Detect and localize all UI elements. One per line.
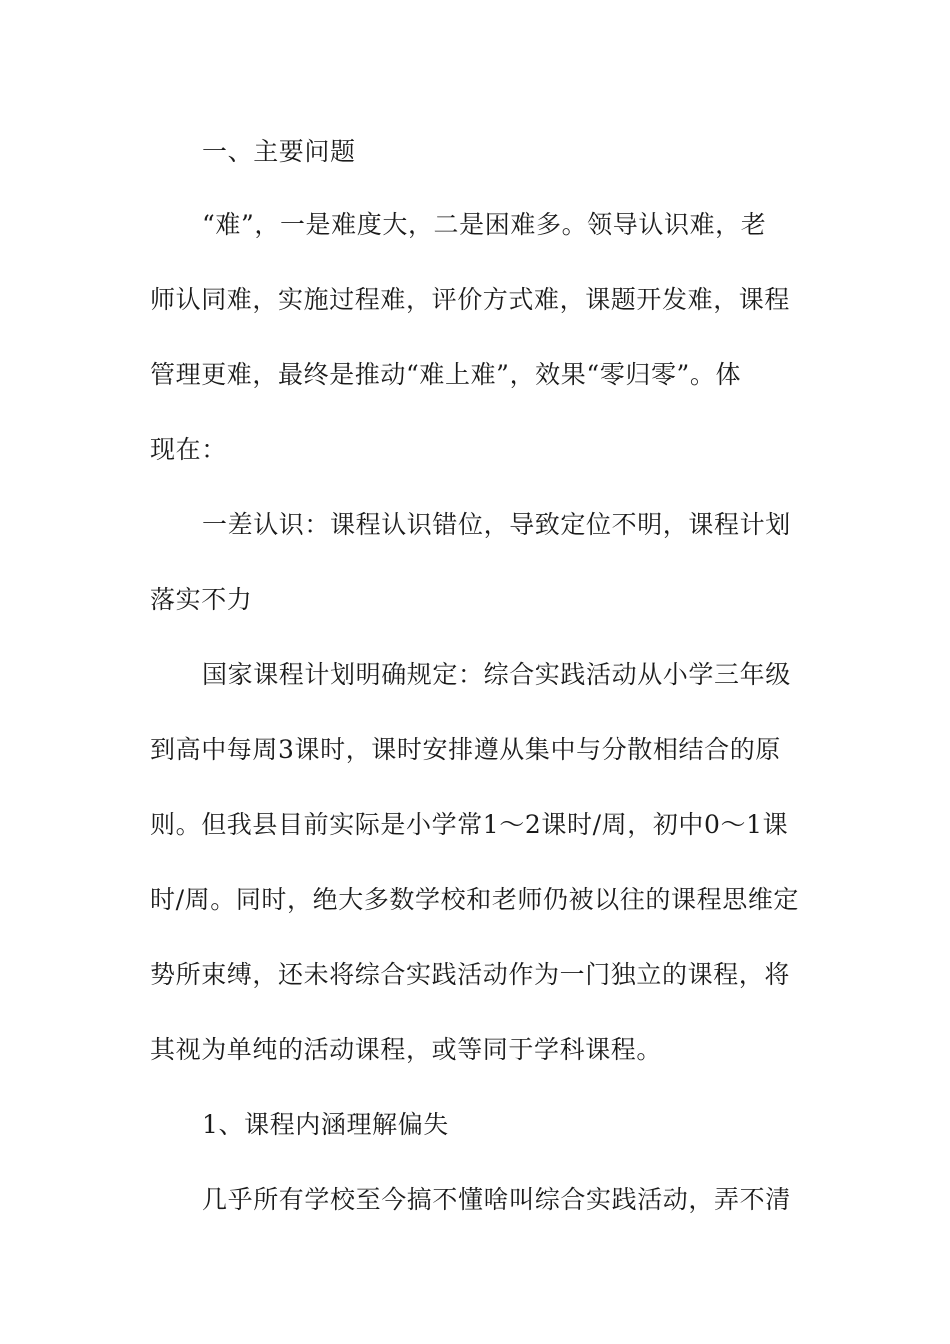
paragraph-line: 其视为单纯的活动课程，或等同于学科课程。 (150, 1035, 663, 1064)
paragraph-line: 管理更难，最终是推动“难上难”，效果“零归零”。体 (150, 360, 742, 389)
paragraph-line: 国家课程计划明确规定：综合实践活动从小学三年级 (202, 660, 791, 689)
numbered-heading: 1、课程内涵理解偏失 (202, 1110, 449, 1139)
paragraph-line: 则。但我县目前实际是小学常1～2课时/周，初中0～1课 (150, 810, 789, 839)
section-heading: 一、主要问题 (202, 137, 356, 166)
paragraph-line: 势所束缚，还未将综合实践活动作为一门独立的课程，将 (150, 960, 791, 989)
subheading-line: 一差认识：课程认识错位，导致定位不明，课程计划 (202, 510, 791, 539)
paragraph-line: 现在： (150, 435, 227, 464)
paragraph-line: 几乎所有学校至今搞不懂啥叫综合实践活动，弄不清 (202, 1185, 791, 1214)
paragraph-line: 师认同难，实施过程难，评价方式难，课题开发难，课程 (150, 285, 791, 314)
paragraph-line: 到高中每周3课时，课时安排遵从集中与分散相结合的原 (150, 735, 781, 764)
subheading-line: 落实不力 (150, 585, 253, 614)
paragraph-line: “难”，一是难度大，二是困难多。领导认识难，老 (202, 210, 767, 239)
paragraph-line: 时/周。同时，绝大多数学校和老师仍被以往的课程思维定 (150, 885, 800, 914)
